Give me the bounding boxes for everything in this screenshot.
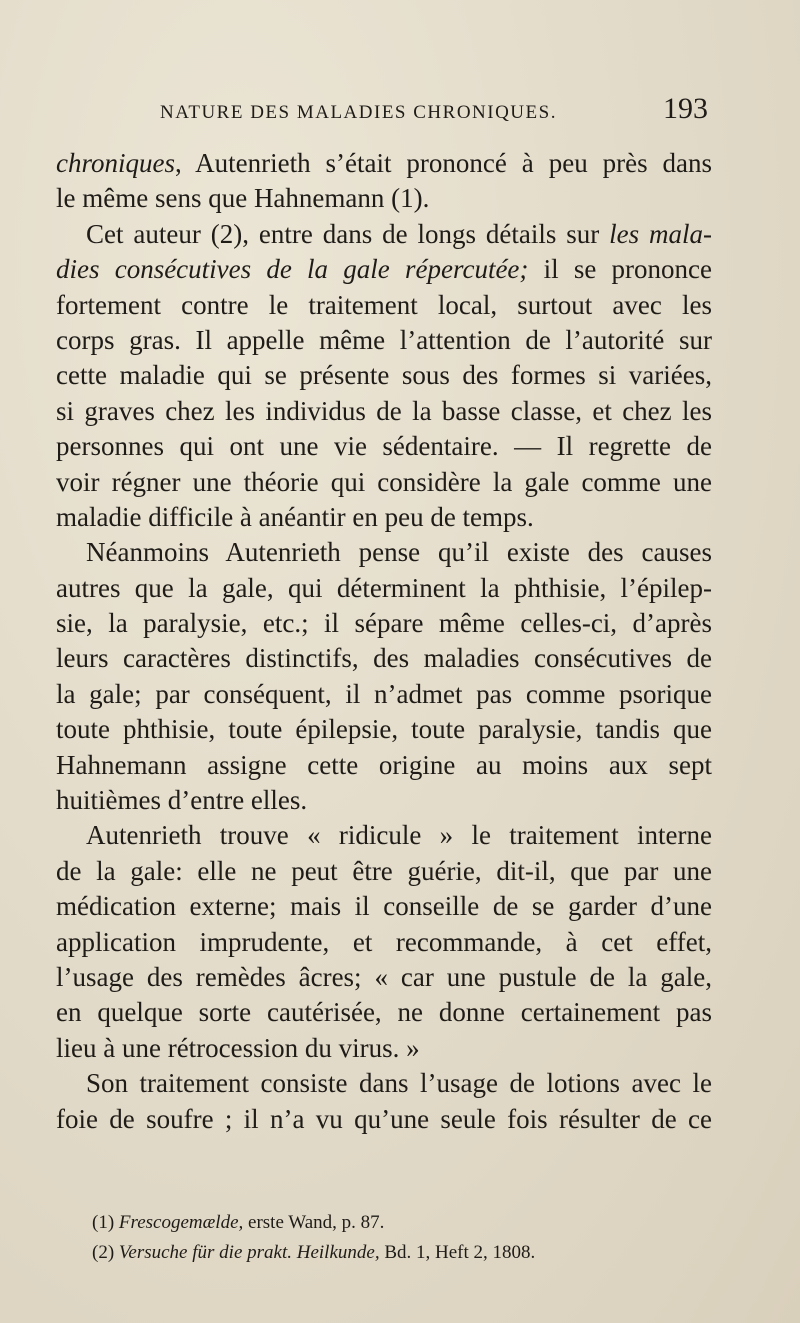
text-line: sie, la paralysie, etc.; il sépare même celles-ci, d’après — [56, 608, 712, 639]
footnote-reference: erste Wand, p. 87. — [248, 1212, 385, 1233]
footnote-marker: (1) — [92, 1212, 115, 1233]
text-line: Cet auteur (2), entre dans de longs détails sur les mala- — [86, 218, 712, 249]
text-line: leurs caractères distinctifs, des maladies consécutives de — [56, 643, 712, 674]
text-line: foie de soufre ; il n’a vu qu’une seule fois résulter de ce — [56, 1103, 712, 1134]
text-line: fortement contre le traitement local, surtout avec les — [56, 289, 712, 320]
text-line: le même sens que Hahnemann (1). — [56, 183, 430, 214]
text-line: de la gale: elle ne peut être guérie, dit-il, que par une — [56, 855, 712, 886]
text-line: maladie difficile à anéantir en peu de temps. — [56, 501, 534, 532]
text-line: lieu à une rétrocession du virus. » — [56, 1032, 420, 1063]
text-line: Autenrieth trouve « ridicule » le traitement interne — [86, 820, 712, 851]
text-line: si graves chez les individus de la basse classe, et chez les — [56, 395, 712, 426]
text-line: autres que la gale, qui déterminent la phthisie, l’épilep- — [56, 572, 712, 603]
text-line: personnes qui ont une vie sédentaire. — Il regrette de — [56, 431, 712, 462]
running-title: NATURE DES MALADIES CHRONIQUES. — [160, 102, 557, 123]
body-text — [56, 146, 712, 1137]
text-line: médication externe; mais il conseille de se garder d’une — [56, 891, 712, 922]
text-line: chroniques, Autenrieth s’était prononcé à peu près dans — [56, 148, 712, 178]
text-line: en quelque sorte cautérisée, ne donne certainement pas — [56, 997, 712, 1028]
text-line: huitièmes d’entre elles. — [56, 785, 308, 816]
text-line: Hahnemann assigne cette origine au moins aux sept — [56, 749, 712, 780]
text-line: Néanmoins Autenrieth pense qu’il existe des causes — [86, 537, 712, 568]
footnote-reference: Bd. 1, Heft 2, 1808. — [384, 1242, 536, 1263]
page-number: 193 — [663, 92, 708, 125]
footnote-2 — [92, 1238, 692, 1268]
text-line: dies consécutives de la gale répercutée; il se prononce — [56, 254, 713, 285]
running-head — [160, 92, 708, 128]
text-line: corps gras. Il appelle même l’attention de l’autorité sur — [56, 324, 712, 355]
footnote-1 — [92, 1208, 692, 1238]
text-line: cette maladie qui se présente sous des formes si variées, — [56, 360, 712, 391]
text-line: voir régner une théorie qui considère la gale comme une — [56, 466, 712, 497]
footnote-title: Frescogemælde, — [118, 1212, 244, 1233]
footnote-title: Versuche für die prakt. Heilkunde, — [118, 1242, 380, 1263]
footnote-marker: (2) — [92, 1242, 115, 1263]
text-line: la gale; par conséquent, il n’admet pas comme psorique — [56, 678, 712, 709]
text-line: Son traitement consiste dans l’usage de lotions avec le — [86, 1068, 712, 1099]
text-line: toute phthisie, toute épilepsie, toute paralysie, tandis que — [56, 714, 712, 745]
text-line: application imprudente, et recommande, à cet effet, — [56, 926, 712, 957]
text-line: l’usage des remèdes âcres; « car une pustule de la gale, — [56, 961, 712, 992]
footnotes — [92, 1208, 692, 1268]
